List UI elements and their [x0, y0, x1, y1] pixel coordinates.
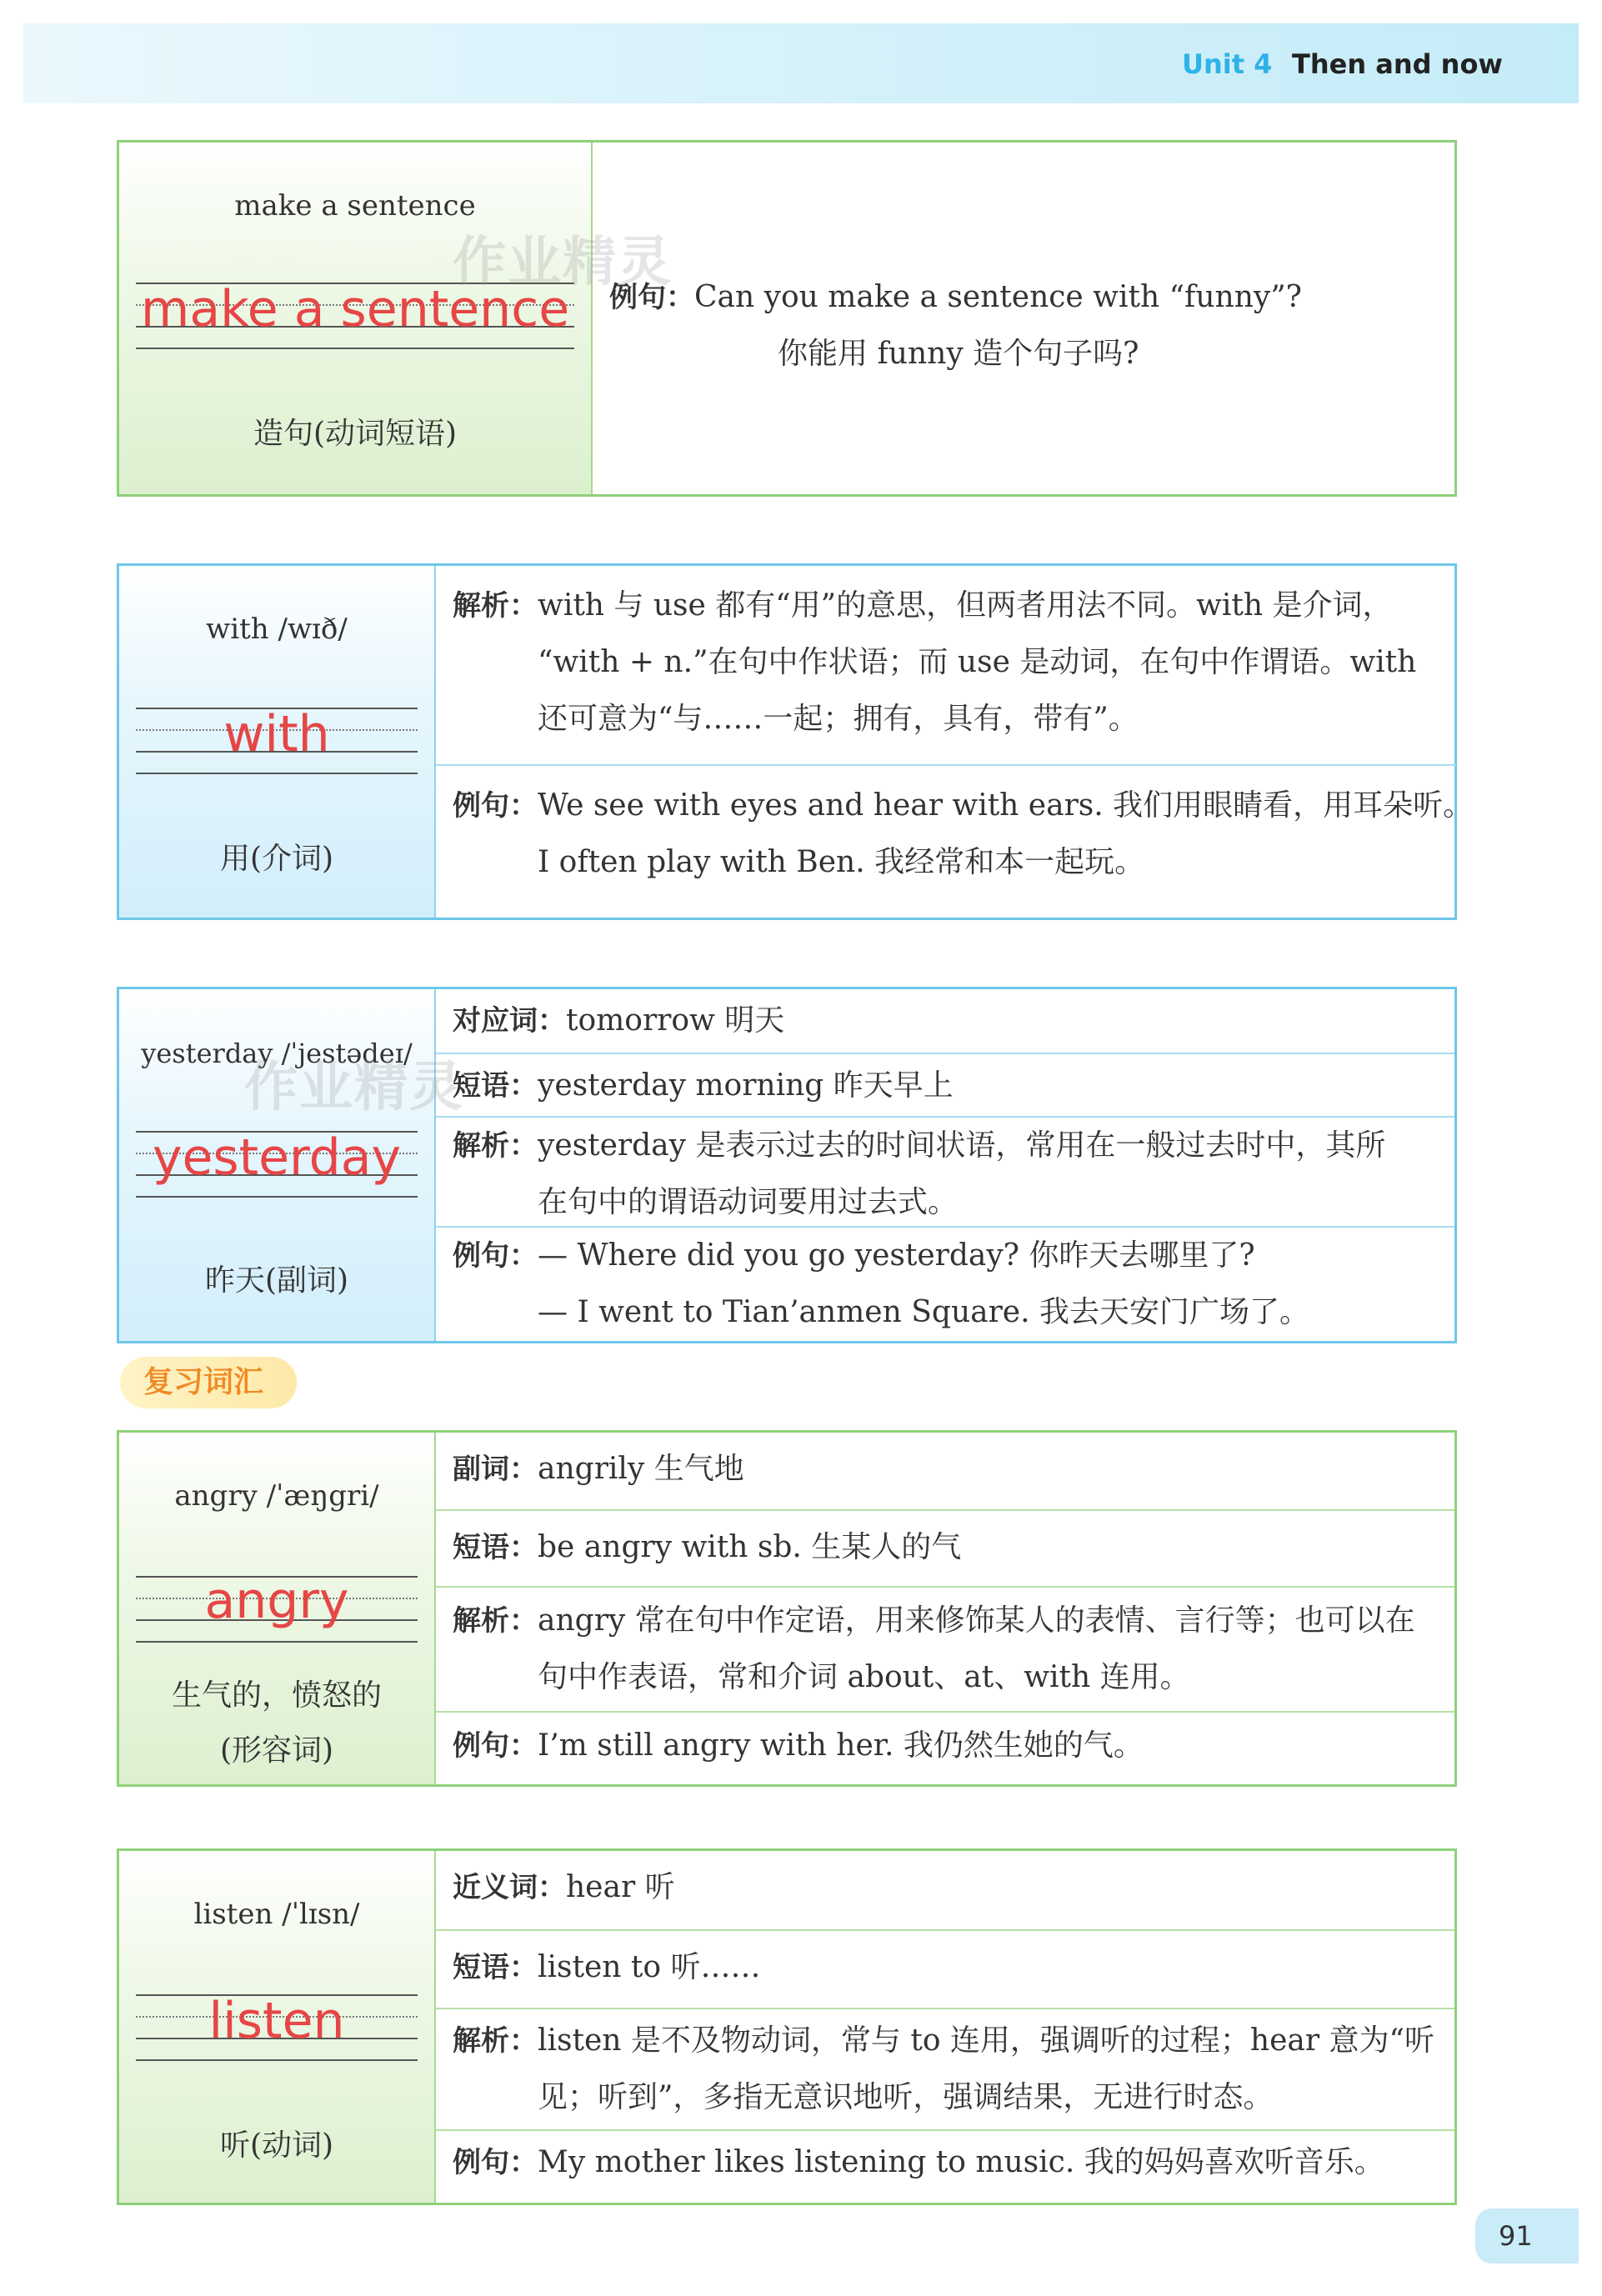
counterpart-row [436, 989, 1454, 1053]
vocab-card-listen [117, 1848, 1457, 2205]
page-header [23, 23, 1579, 103]
analysis-row [436, 566, 1458, 764]
row-line: I’m still angry with her. 我仍然生她的气。 [538, 1728, 1144, 1763]
word-panel [119, 143, 593, 494]
adverb-row [436, 1433, 1454, 1509]
row-line: 句中作表语，常和介词 about、at、with 连用。 [538, 1660, 1190, 1694]
phrase-row [436, 1053, 1454, 1116]
unit-label: Unit 4 [1182, 48, 1273, 80]
word-headword: make a sentence [234, 189, 476, 223]
unit-title: Then and now [1292, 48, 1503, 80]
row-line: 在句中的谓语动词要用过去式。 [538, 1185, 959, 1219]
vocab-card-yesterday [117, 987, 1457, 1343]
example-row [436, 764, 1474, 918]
word-meaning-pos: (形容词) [219, 1733, 334, 1768]
explanation-panel [436, 989, 1454, 1341]
review-vocabulary-heading: 复习词汇 [120, 1357, 297, 1408]
handwritten-word: yesterday [152, 1128, 402, 1187]
row-line: 见；听到”，多指无意识地听，强调结果，无进行时态。 [538, 2080, 1274, 2114]
row-line: — I went to Tian’anmen Square. 我去天安门广场了。 [538, 1295, 1309, 1329]
row-label: 例句： [453, 789, 538, 823]
word-meaning: 造句(动词短语) [253, 417, 458, 451]
phrase-row [436, 1509, 1454, 1586]
row-line: tomorrow 明天 [566, 1003, 785, 1038]
page-number: 91 [1475, 2208, 1579, 2263]
analysis-row [436, 1586, 1454, 1711]
example-row [436, 1711, 1454, 1784]
word-panel [119, 989, 436, 1341]
row-label: 近义词： [453, 1871, 566, 1904]
watermark: 作业精灵 [453, 232, 673, 293]
row-line: We see with eyes and hear with ears. 我们用眼睛看，用耳朵听。 [538, 788, 1474, 823]
word-headword: with /wɪð/ [206, 613, 348, 646]
row-label: 例句： [453, 1729, 538, 1763]
row-line: — Where did you go yesterday? 你昨天去哪里了? [538, 1238, 1255, 1273]
row-label: 短语： [453, 1069, 538, 1103]
row-line: My mother likes listening to music. 我的妈妈喜欢听音乐。 [538, 2145, 1384, 2179]
row-line: yesterday 是表示过去的时间状语，常用在一般过去时中，其所 [538, 1128, 1386, 1163]
example-row [436, 1226, 1454, 1341]
row-line: with 与 use 都有“用”的意思，但两者用法不同。with 是介词， [538, 588, 1393, 623]
vocab-card-angry [117, 1430, 1457, 1787]
word-headword: angry /ˈæŋgri/ [174, 1479, 379, 1513]
vocab-card-with [117, 563, 1474, 920]
row-line: listen to 听…… [538, 1950, 761, 1984]
handwritten-word: angry [204, 1572, 349, 1630]
explanation-panel [436, 1851, 1454, 2203]
word-meaning: 昨天(副词) [204, 1263, 349, 1298]
watermark: 作业精灵 [244, 1057, 464, 1118]
row-label: 解析： [453, 2024, 538, 2058]
word-meaning: 听(动词) [219, 2128, 334, 2163]
row-label: 副词： [453, 1453, 538, 1486]
row-line: be angry with sb. 生某人的气 [538, 1530, 962, 1564]
handwritten-word: make a sentence [140, 280, 570, 338]
phrase-row [436, 1929, 1454, 2008]
row-line: 你能用 funny 造个句子吗? [778, 337, 1139, 371]
word-panel [119, 566, 436, 918]
example-row [593, 143, 1454, 383]
explanation-panel [593, 143, 1454, 494]
analysis-row [436, 2008, 1454, 2129]
row-line: listen 是不及物动词，常与 to 连用，强调听的过程；hear 意为“听 [538, 2023, 1434, 2058]
handwritten-word: listen [208, 1992, 345, 2050]
row-label: 例句： [453, 2146, 538, 2179]
word-meaning: 生气的，愤怒的 [171, 1678, 382, 1713]
row-line: hear 听 [566, 1870, 675, 1904]
word-panel [119, 1433, 436, 1784]
row-label: 对应词： [453, 1004, 566, 1038]
explanation-panel [436, 1433, 1454, 1784]
row-label: 例句： [609, 281, 694, 314]
row-label: 短语： [453, 1951, 538, 1984]
row-line: “with + n.”在句中作状语；而 use 是动词，在句中作谓语。with [538, 645, 1417, 679]
example-row [436, 2129, 1454, 2203]
explanation-panel [436, 566, 1474, 918]
row-line: I often play with Ben. 我经常和本一起玩。 [538, 845, 1145, 879]
row-label: 短语： [453, 1531, 538, 1564]
row-line: angrily 生气地 [538, 1452, 744, 1486]
row-line: angry 常在句中作定语，用来修饰某人的表情、言行等；也可以在 [538, 1603, 1415, 1638]
row-label: 解析： [453, 1129, 538, 1163]
analysis-row [436, 1116, 1454, 1226]
word-headword: listen /ˈlɪsn/ [193, 1898, 360, 1931]
vocab-card-make-a-sentence [117, 140, 1457, 497]
row-label: 解析： [453, 589, 538, 623]
word-headword: yesterday /ˈjestədeɪ/ [141, 1038, 413, 1069]
synonym-row [436, 1851, 1454, 1929]
row-label: 例句： [453, 1239, 538, 1273]
handwritten-word: with [223, 705, 330, 763]
row-line: Can you make a sentence with “funny”? [694, 280, 1302, 314]
row-line: yesterday morning 昨天早上 [538, 1068, 954, 1103]
row-line: 还可意为“与……一起；拥有，具有，带有”。 [538, 702, 1139, 736]
word-panel [119, 1851, 436, 2203]
row-label: 解析： [453, 1604, 538, 1638]
word-meaning: 用(介词) [219, 842, 334, 876]
